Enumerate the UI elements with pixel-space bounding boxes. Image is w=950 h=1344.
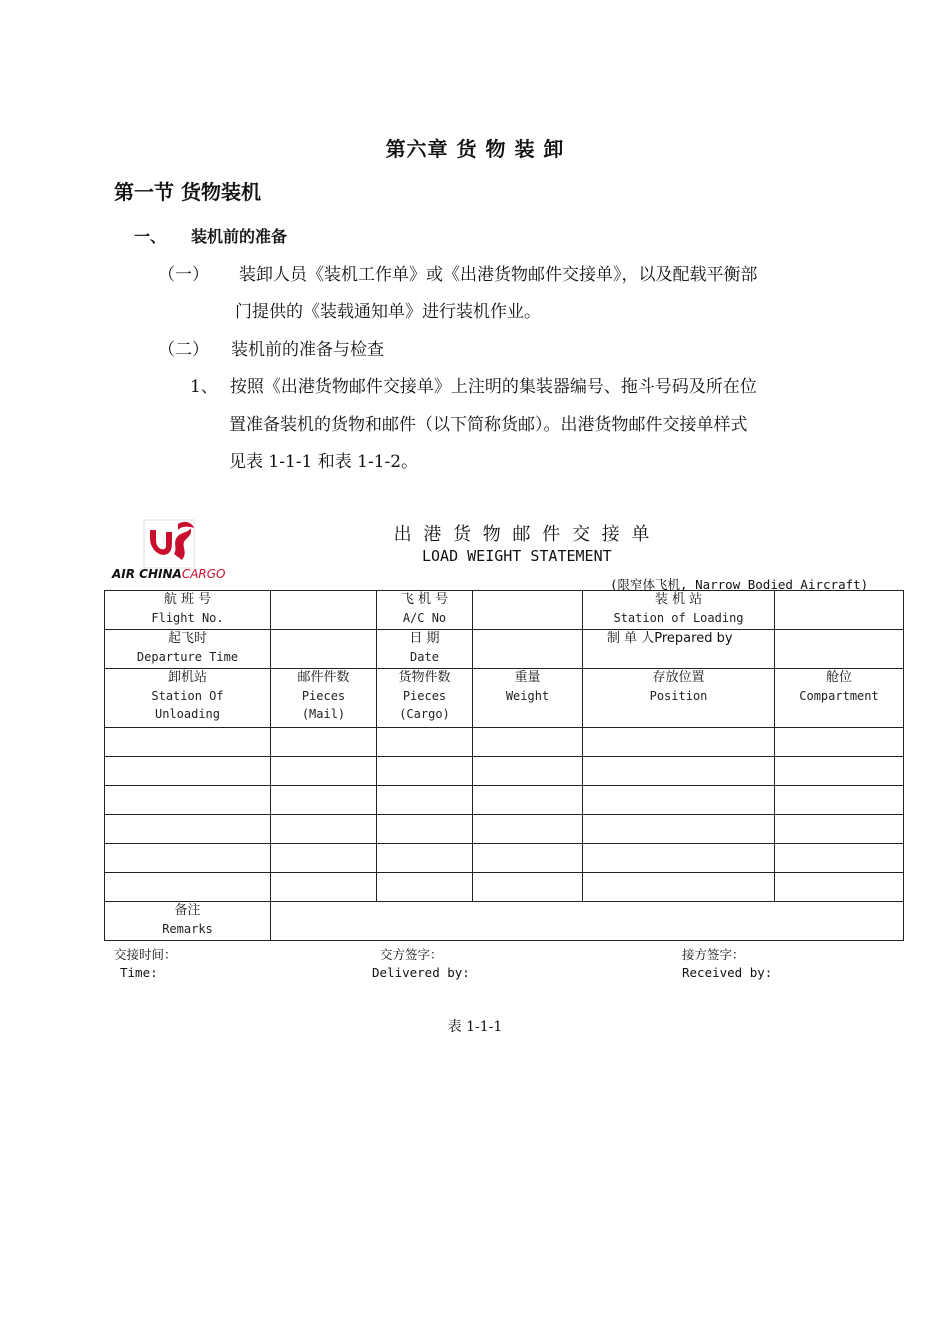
cargo-pieces-header: 货物件数 Pieces (Cargo) [377,669,473,728]
table-row [105,786,904,815]
form-title-english: LOAD WEIGHT STATEMENT [422,547,612,565]
table-cell[interactable] [775,757,904,786]
table-row [105,630,904,669]
logo-wordmark [112,567,226,581]
table-cell[interactable] [473,728,583,757]
table-cell[interactable] [583,873,775,902]
paragraph-1-text: 装卸人员《装机工作单》或《出港货物邮件交接单》，以及配载平衡部 [239,265,758,285]
paragraph-2 [158,335,384,360]
table-cell[interactable] [105,844,271,873]
form-aircraft-note: (限窄体飞机, Narrow Bodied Aircraft) [610,577,869,592]
unloading-station-header: 卸机站 Station Of Unloading [105,669,271,728]
paragraph-3-number: 1、 [190,377,218,397]
table-cell[interactable] [583,815,775,844]
table-row [105,844,904,873]
paragraph-3-text: 按照《出港货物邮件交接单》上注明的集装器编号、拖斗号码及所在位 [229,377,757,397]
table-cell[interactable] [377,815,473,844]
table-cell[interactable] [775,815,904,844]
departure-time-label: 起飞时 Departure Time [105,630,271,669]
chapter-title: 第六章 货 物 装 卸 [385,137,565,161]
table-cell[interactable] [271,815,377,844]
paragraph-2-number: （二） [158,340,209,360]
table-row [105,591,904,630]
form-title-chinese: 出 港 货 物 邮 件 交 接 单 [393,524,653,545]
table-cell[interactable] [473,757,583,786]
subsection-number: 一、 [134,227,167,246]
paragraph-3-line-3: 见表 1-1-1 和表 1-1-2。 [229,452,419,472]
table-row [105,873,904,902]
table-cell[interactable] [271,757,377,786]
departure-time-field[interactable] [271,630,377,669]
logo-brand-cargo: CARGO [181,567,226,581]
table-row [105,815,904,844]
table-cell[interactable] [583,728,775,757]
station-of-loading-label: 装 机 站 Station of Loading [583,591,775,630]
table-cell[interactable] [377,844,473,873]
table-row [105,757,904,786]
weight-header: 重量 Weight [473,669,583,728]
position-header: 存放位置 Position [583,669,775,728]
remarks-row [105,902,904,941]
ac-no-label: 飞 机 号 A/C No [377,591,473,630]
date-label: 日 期 Date [377,630,473,669]
table-cell[interactable] [271,873,377,902]
ac-no-field[interactable] [473,591,583,630]
table-cell[interactable] [105,728,271,757]
section-title: 第一节 货物装机 [114,180,261,204]
table-header-row [105,669,904,728]
paragraph-1-number: （一） [158,265,209,285]
table-cell[interactable] [583,757,775,786]
received-by-label-en: Received by: [682,965,773,980]
flight-no-field[interactable] [271,591,377,630]
subsection-heading [134,224,288,247]
prepared-by-label: 制 单 人Prepared by [583,630,775,669]
table-cell[interactable] [473,873,583,902]
table-cell[interactable] [583,786,775,815]
station-of-loading-field[interactable] [775,591,904,630]
handover-time-label-en: Time: [120,965,158,980]
table-cell[interactable] [473,786,583,815]
table-cell[interactable] [377,786,473,815]
flight-no-label: 航 班 号 Flight No. [105,591,271,630]
remarks-label: 备注 Remarks [105,902,271,941]
table-cell[interactable] [271,786,377,815]
table-cell[interactable] [105,873,271,902]
table-cell[interactable] [775,728,904,757]
paragraph-1-line-1 [158,260,758,285]
paragraph-3-line-2: 置准备装机的货物和邮件（以下简称货邮）。出港货物邮件交接单样式 [229,415,748,435]
table-cell[interactable] [377,728,473,757]
table-cell[interactable] [105,786,271,815]
paragraph-2-text: 装机前的准备与检查 [231,340,384,360]
prepared-by-field[interactable] [775,630,904,669]
subsection-title: 装机前的准备 [191,227,288,246]
table-cell[interactable] [473,844,583,873]
logo-brand-air-china: AIR CHINA [112,567,182,581]
table-cell[interactable] [775,844,904,873]
delivered-by-label-en: Delivered by: [372,965,470,980]
table-caption: 表 1-1-1 [447,1019,503,1035]
load-weight-statement-table [104,590,904,941]
compartment-header: 舱位 Compartment [775,669,904,728]
handover-time-label-cn: 交接时间： [114,947,177,962]
date-field[interactable] [473,630,583,669]
paragraph-1-line-2: 门提供的《装载通知单》进行装机作业。 [235,302,541,322]
table-cell[interactable] [775,786,904,815]
delivered-by-label-cn: 交方签字： [380,947,443,962]
table-cell[interactable] [105,757,271,786]
remarks-field[interactable] [271,902,904,941]
table-cell[interactable] [105,815,271,844]
table-cell[interactable] [271,728,377,757]
received-by-label-cn: 接方签字： [682,947,745,962]
table-cell[interactable] [473,815,583,844]
table-row [105,728,904,757]
table-cell[interactable] [377,757,473,786]
mail-pieces-header: 邮件件数 Pieces (Mail) [271,669,377,728]
table-cell[interactable] [377,873,473,902]
table-cell[interactable] [775,873,904,902]
table-cell[interactable] [271,844,377,873]
table-cell[interactable] [583,844,775,873]
paragraph-3-line-1 [190,372,757,397]
